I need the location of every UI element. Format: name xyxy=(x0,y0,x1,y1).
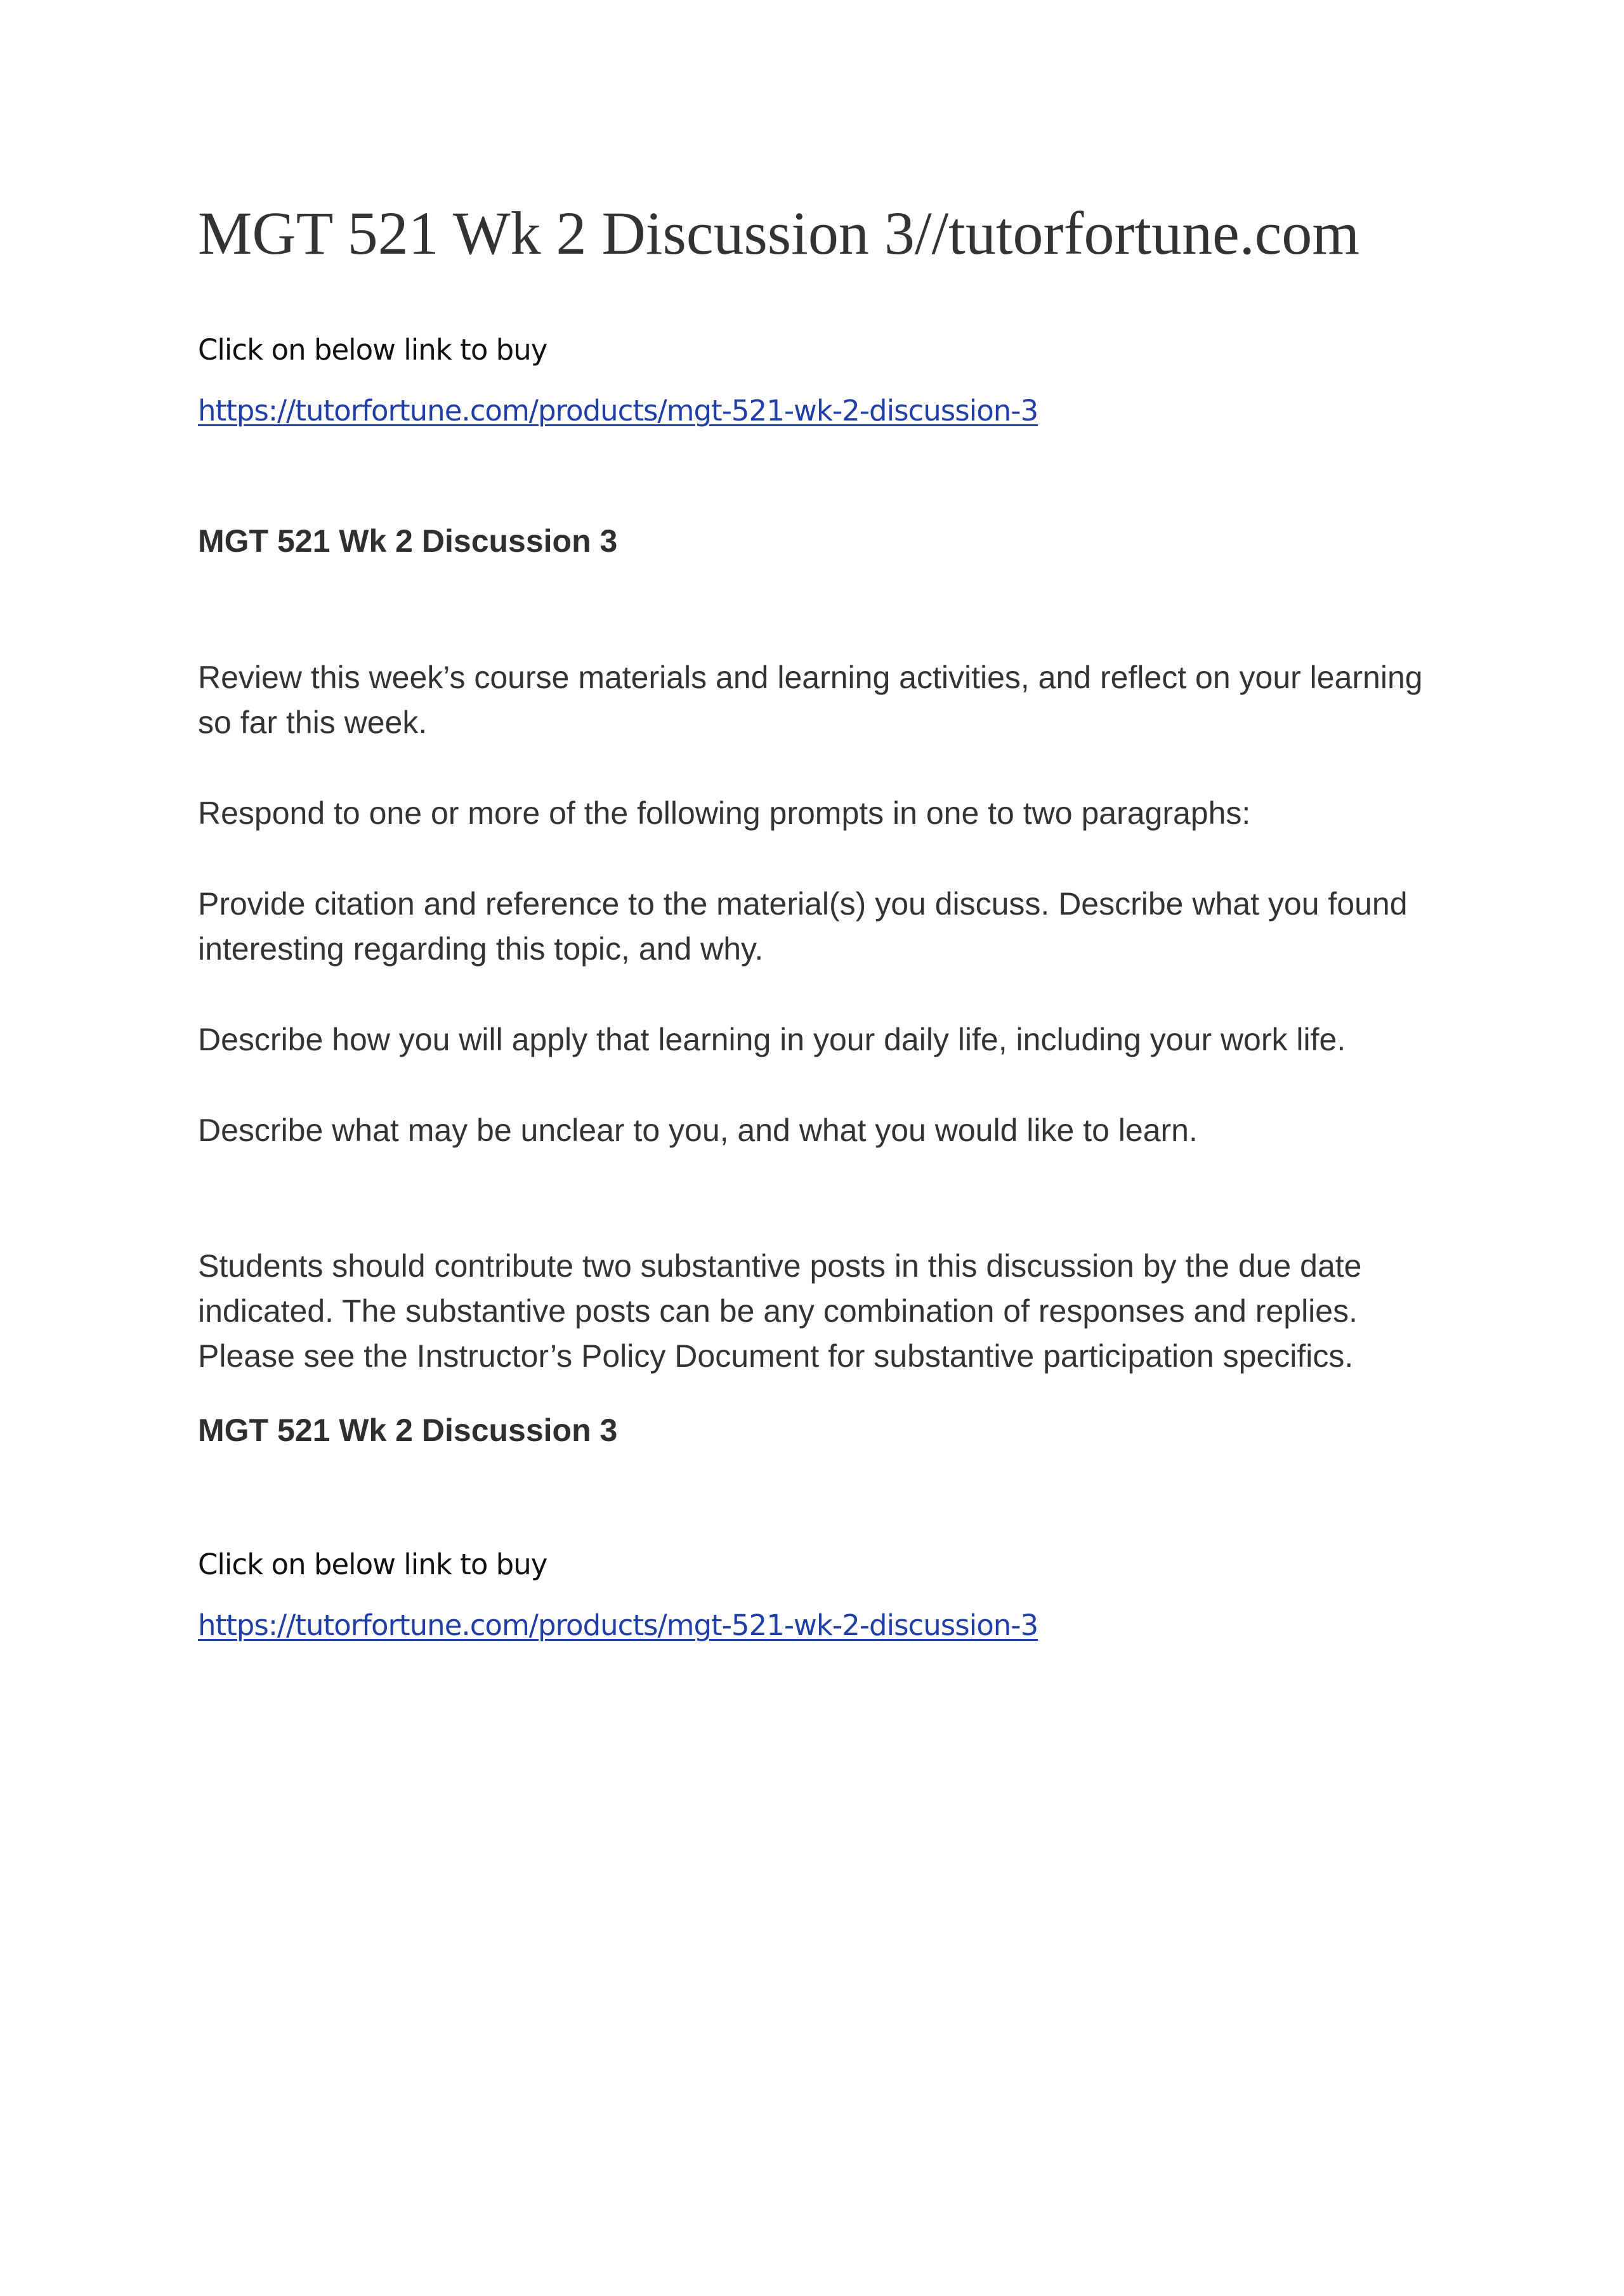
paragraph-review: Review this week’s course materials and learning activities, and reflect on your learning so far this week. xyxy=(198,660,1423,740)
paragraph-apply: Describe how you will apply that learning in your daily life, including your work life. xyxy=(198,1022,1346,1057)
buy-prompt-top: Click on below link to buy xyxy=(198,333,547,367)
buy-link-row-bottom xyxy=(198,1607,1038,1645)
paragraph-respond: Respond to one or more of the following prompts in one to two paragraphs: xyxy=(198,795,1251,831)
section-heading-bottom: MGT 521 Wk 2 Discussion 3 xyxy=(198,1412,618,1448)
buy-link-top[interactable]: https://tutorfortune.com/products/mgt-521-wk-2-discussion-3 xyxy=(198,394,1038,427)
paragraph-students: Students should contribute two substantive posts in this discussion by the due date indicated. The substantive posts can be any combination of responses and replies. Please see the Instructor’s Policy Document for substantive participation specifics. xyxy=(198,1248,1362,1374)
section-heading-top: MGT 521 Wk 2 Discussion 3 xyxy=(198,523,618,559)
paragraph-unclear: Describe what may be unclear to you, and what you would like to learn. xyxy=(198,1112,1198,1148)
paragraph-citation: Provide citation and reference to the material(s) you discuss. Describe what you found interesting regarding this topic, and why. xyxy=(198,886,1408,967)
buy-prompt-bottom: Click on below link to buy xyxy=(198,1548,547,1581)
document-title: MGT 521 Wk 2 Discussion 3//tutorfortune.com xyxy=(198,199,1359,267)
buy-link-bottom[interactable]: https://tutorfortune.com/products/mgt-521-wk-2-discussion-3 xyxy=(198,1608,1038,1642)
buy-link-row-top xyxy=(198,392,1038,430)
